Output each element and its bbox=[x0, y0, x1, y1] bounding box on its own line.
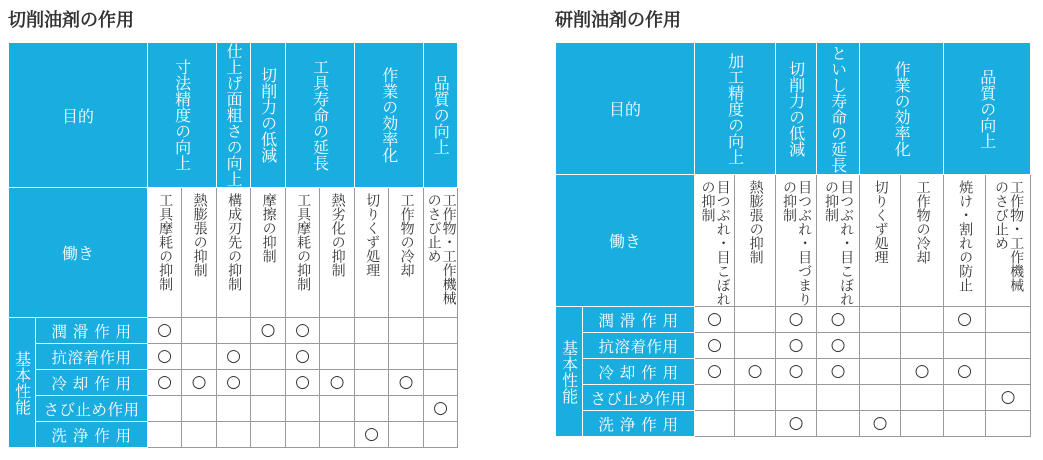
row-label-text: 冷 却 作 用 bbox=[51, 374, 132, 393]
mark-cell bbox=[320, 344, 355, 370]
row-label bbox=[36, 318, 148, 344]
mark-cell bbox=[901, 385, 944, 411]
group-header bbox=[251, 43, 286, 188]
mark-cell: ○ bbox=[695, 333, 735, 359]
mark-cell bbox=[355, 370, 389, 396]
mark-cell bbox=[986, 359, 1031, 385]
group-header bbox=[695, 43, 776, 175]
mark-cell bbox=[695, 411, 735, 437]
mark-cell: ○ bbox=[251, 318, 286, 344]
mark-cell: ○ bbox=[817, 307, 860, 333]
mark-cell bbox=[182, 344, 217, 370]
work-text: 切りくず処理 bbox=[872, 180, 889, 264]
mark-cell: ○ bbox=[944, 359, 986, 385]
group-header bbox=[944, 43, 1031, 175]
mark-cell bbox=[986, 333, 1031, 359]
group-label: 品質の向上 bbox=[431, 75, 451, 155]
work-text: 熱膨張の抑制 bbox=[747, 180, 764, 264]
work-text: 目つぶれ・目づまり の抑制 bbox=[781, 180, 813, 306]
work-cell bbox=[389, 188, 424, 318]
mark-cell bbox=[944, 385, 986, 411]
work-cell bbox=[695, 175, 735, 307]
basic-performance-label: 基本性能 bbox=[559, 339, 579, 404]
row-label-text: 抗溶着作用 bbox=[598, 337, 679, 356]
group-header bbox=[776, 43, 817, 175]
group-header bbox=[217, 43, 251, 188]
mark-cell: ○ bbox=[817, 333, 860, 359]
work-text: 工作物・工作機械 のさび止め bbox=[425, 193, 457, 305]
work-text: 工具摩耗の抑制 bbox=[295, 193, 312, 291]
purpose-header bbox=[9, 43, 148, 188]
work-cell bbox=[217, 188, 251, 318]
mark-cell bbox=[389, 396, 424, 422]
row-label-text: さび止め作用 bbox=[43, 400, 140, 419]
row-label bbox=[583, 359, 695, 385]
group-header bbox=[424, 43, 458, 188]
work-cell bbox=[860, 175, 901, 307]
mark-cell bbox=[735, 385, 776, 411]
work-cell bbox=[320, 188, 355, 318]
work-cell bbox=[735, 175, 776, 307]
mark-cell: ○ bbox=[860, 411, 901, 437]
mark-cell bbox=[182, 396, 217, 422]
mark-cell bbox=[986, 411, 1031, 437]
work-text: 目つぶれ・目こぼれ の抑制 bbox=[823, 180, 855, 306]
mark-cell: ○ bbox=[148, 370, 182, 396]
work-header bbox=[556, 175, 695, 307]
mark-cell bbox=[860, 333, 901, 359]
row-label-text: さび止め作用 bbox=[590, 389, 687, 408]
mark-cell: ○ bbox=[776, 411, 817, 437]
mark-cell bbox=[217, 396, 251, 422]
work-text: 熱膨張の抑制 bbox=[191, 193, 208, 277]
work-cell bbox=[986, 175, 1031, 307]
mark-cell bbox=[320, 318, 355, 344]
work-text: 工具摩耗の抑制 bbox=[157, 193, 174, 291]
mark-cell: ○ bbox=[817, 359, 860, 385]
mark-cell bbox=[320, 422, 355, 448]
mark-cell: ○ bbox=[148, 344, 182, 370]
work-cell bbox=[251, 188, 286, 318]
group-label: といし寿命の延長 bbox=[828, 44, 848, 173]
group-label: 切削力の低減 bbox=[258, 67, 278, 163]
work-cell bbox=[182, 188, 217, 318]
work-header bbox=[9, 188, 148, 318]
mark-cell: ○ bbox=[695, 359, 735, 385]
group-label: 寸法精度の向上 bbox=[172, 59, 192, 171]
row-label bbox=[36, 344, 148, 370]
mark-cell bbox=[860, 307, 901, 333]
row-label bbox=[36, 422, 148, 448]
work-cell bbox=[424, 188, 458, 318]
basic-performance-label: 基本性能 bbox=[12, 350, 32, 415]
group-label: 工具寿命の延長 bbox=[310, 59, 330, 171]
group-label: 作業の効率化 bbox=[379, 67, 399, 163]
work-cell bbox=[944, 175, 986, 307]
mark-cell bbox=[355, 396, 389, 422]
group-label: 作業の効率化 bbox=[892, 60, 912, 157]
mark-cell bbox=[424, 370, 458, 396]
mark-cell: ○ bbox=[695, 307, 735, 333]
work-text: 焼け・割れの防止 bbox=[957, 180, 974, 292]
mark-cell: ○ bbox=[776, 333, 817, 359]
grinding-fluid-table bbox=[555, 42, 1031, 437]
mark-cell bbox=[735, 307, 776, 333]
mark-cell bbox=[424, 344, 458, 370]
mark-cell: ○ bbox=[286, 370, 320, 396]
purpose-header bbox=[556, 43, 695, 175]
row-label-text: 潤 滑 作 用 bbox=[51, 322, 132, 341]
mark-cell: ○ bbox=[776, 307, 817, 333]
mark-cell bbox=[355, 344, 389, 370]
mark-cell: ○ bbox=[148, 318, 182, 344]
basic-performance-header bbox=[9, 318, 36, 448]
row-label-text: 洗 浄 作 用 bbox=[51, 426, 132, 445]
mark-cell: ○ bbox=[320, 370, 355, 396]
mark-cell bbox=[986, 307, 1031, 333]
purpose-label: 目的 bbox=[609, 100, 642, 119]
group-label: 加工精度の向上 bbox=[725, 52, 745, 165]
mark-cell bbox=[286, 422, 320, 448]
mark-cell bbox=[817, 411, 860, 437]
mark-cell bbox=[182, 318, 217, 344]
mark-cell: ○ bbox=[355, 422, 389, 448]
mark-cell bbox=[424, 318, 458, 344]
work-text: 摩擦の抑制 bbox=[260, 193, 277, 263]
work-cell bbox=[286, 188, 320, 318]
work-text: 工作物の冷却 bbox=[914, 180, 931, 264]
group-header bbox=[860, 43, 944, 175]
mark-cell bbox=[817, 385, 860, 411]
mark-cell bbox=[182, 422, 217, 448]
mark-cell bbox=[735, 333, 776, 359]
mark-cell bbox=[860, 385, 901, 411]
mark-cell bbox=[251, 422, 286, 448]
mark-cell bbox=[735, 411, 776, 437]
row-label bbox=[583, 411, 695, 437]
mark-cell bbox=[355, 318, 389, 344]
mark-cell: ○ bbox=[776, 359, 817, 385]
work-text: 熱劣化の抑制 bbox=[329, 193, 346, 277]
mark-cell bbox=[251, 344, 286, 370]
purpose-label: 目的 bbox=[62, 106, 95, 126]
mark-cell bbox=[424, 422, 458, 448]
mark-cell bbox=[695, 385, 735, 411]
mark-cell bbox=[944, 333, 986, 359]
work-text: 目つぶれ・目こぼれ の抑制 bbox=[699, 180, 731, 306]
work-text: 工作物の冷却 bbox=[398, 193, 415, 277]
group-header bbox=[355, 43, 424, 188]
mark-cell bbox=[251, 396, 286, 422]
mark-cell: ○ bbox=[901, 359, 944, 385]
mark-cell bbox=[389, 344, 424, 370]
basic-performance-header bbox=[556, 307, 583, 437]
row-label-text: 冷 却 作 用 bbox=[598, 363, 679, 382]
mark-cell: ○ bbox=[182, 370, 217, 396]
mark-cell bbox=[217, 318, 251, 344]
mark-cell bbox=[776, 385, 817, 411]
mark-cell: ○ bbox=[986, 385, 1031, 411]
work-text: 工作物・工作機械 のさび止め bbox=[993, 180, 1025, 292]
row-label bbox=[583, 307, 695, 333]
work-cell bbox=[776, 175, 817, 307]
mark-cell: ○ bbox=[286, 318, 320, 344]
group-label: 仕上げ面粗さの向上 bbox=[224, 43, 244, 187]
row-label-text: 洗 浄 作 用 bbox=[598, 415, 679, 434]
mark-cell bbox=[901, 307, 944, 333]
mark-cell bbox=[901, 333, 944, 359]
row-label bbox=[583, 333, 695, 359]
group-header bbox=[148, 43, 217, 188]
mark-cell bbox=[320, 396, 355, 422]
row-label bbox=[36, 370, 148, 396]
panel-title: 切削油剤の作用 bbox=[8, 10, 134, 31]
mark-cell bbox=[944, 411, 986, 437]
group-header bbox=[286, 43, 355, 188]
mark-cell: ○ bbox=[217, 344, 251, 370]
mark-cell bbox=[389, 318, 424, 344]
mark-cell: ○ bbox=[424, 396, 458, 422]
work-text: 構成刃先の抑制 bbox=[226, 193, 243, 291]
cutting-fluid-table bbox=[8, 42, 554, 448]
group-header bbox=[817, 43, 860, 175]
mark-cell: ○ bbox=[735, 359, 776, 385]
mark-cell: ○ bbox=[389, 370, 424, 396]
row-label bbox=[36, 396, 148, 422]
mark-cell bbox=[286, 396, 320, 422]
mark-cell bbox=[217, 422, 251, 448]
mark-cell: ○ bbox=[944, 307, 986, 333]
work-cell bbox=[148, 188, 182, 318]
mark-cell bbox=[389, 422, 424, 448]
panel-title: 研削油剤の作用 bbox=[555, 10, 681, 31]
mark-cell bbox=[860, 359, 901, 385]
group-label: 品質の向上 bbox=[977, 68, 997, 149]
work-text: 切りくず処理 bbox=[364, 193, 381, 277]
work-cell bbox=[817, 175, 860, 307]
mark-cell bbox=[251, 370, 286, 396]
group-label: 切削力の低減 bbox=[786, 60, 806, 157]
work-label: 働き bbox=[62, 244, 95, 263]
row-label-text: 潤 滑 作 用 bbox=[598, 311, 679, 330]
mark-cell bbox=[148, 396, 182, 422]
row-label-text: 抗溶着作用 bbox=[51, 348, 132, 367]
work-cell bbox=[901, 175, 944, 307]
work-label: 働き bbox=[609, 232, 642, 251]
row-label bbox=[583, 385, 695, 411]
work-cell bbox=[355, 188, 389, 318]
mark-cell bbox=[148, 422, 182, 448]
mark-cell bbox=[901, 411, 944, 437]
mark-cell: ○ bbox=[217, 370, 251, 396]
mark-cell: ○ bbox=[286, 344, 320, 370]
